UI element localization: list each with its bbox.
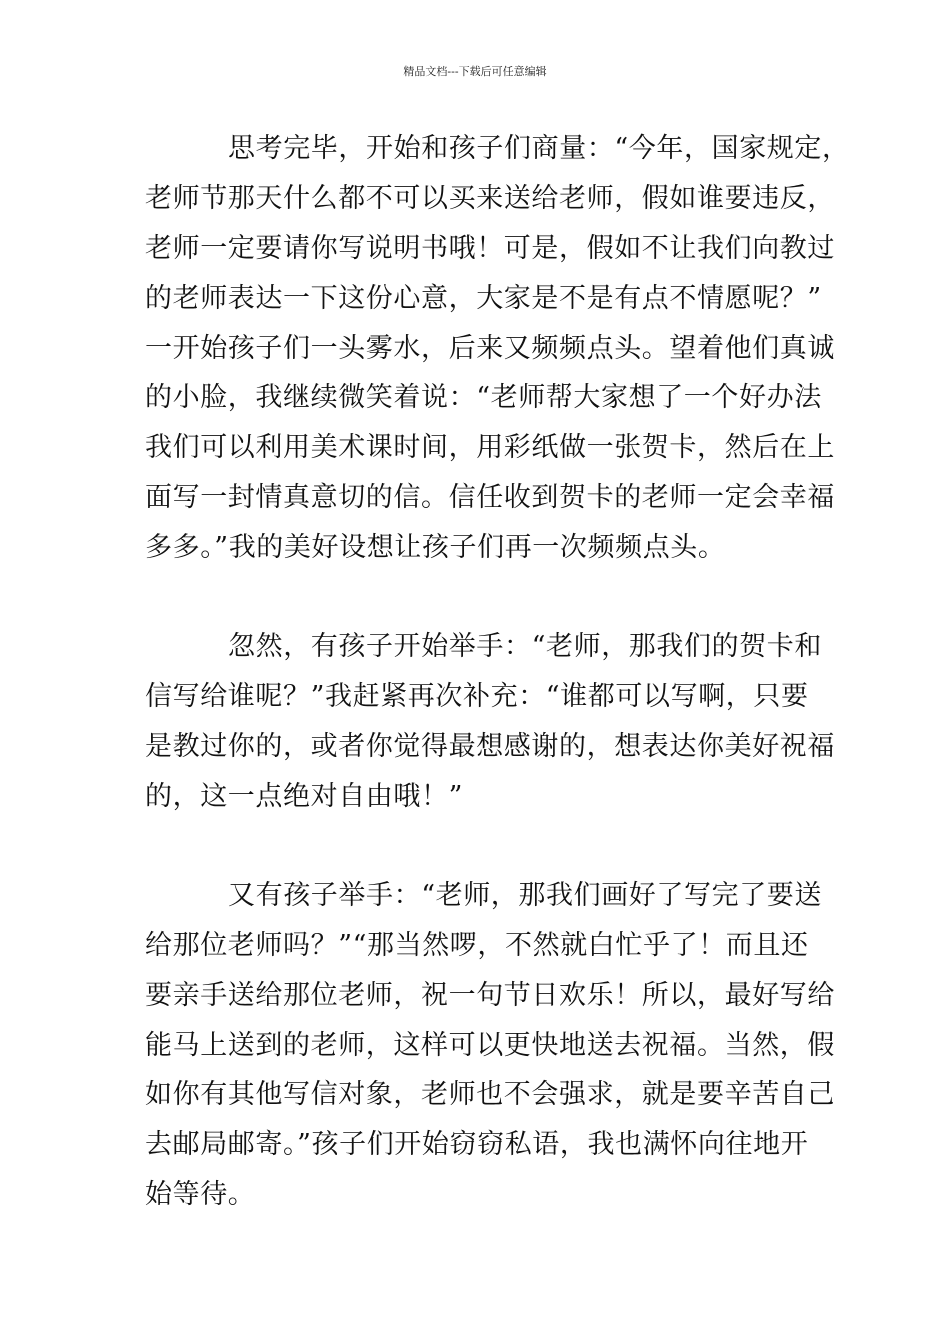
paragraph-3-line-7: 始等待。 (145, 1179, 256, 1210)
paragraph-1-line-5: 一开始孩子们一头雾水，后来又频频点头。望着他们真诚 (145, 333, 835, 364)
paragraph-2-line-4: 的，这一点绝对自由哦！” (145, 781, 464, 812)
paragraph-1-line-7: 我们可以利用美术课时间，用彩纸做一张贺卡，然后在上 (145, 432, 835, 463)
paragraph-3-line-4: 能马上送到的老师，这样可以更快地送去祝福。当然，假 (145, 1030, 835, 1061)
paragraph-1-line-4: 的老师表达一下这份心意，大家是不是有点不情愿呢？” (145, 283, 822, 314)
page-header: 精品文档---下载后可任意编辑 (403, 65, 547, 78)
paragraph-2-line-2: 信写给谁呢？”我赶紧再次补充：“谁都可以写啊，只要 (145, 681, 809, 712)
paragraph-3-line-1: 又有孩子举手：“老师，那我们画好了写完了要送 (228, 880, 823, 911)
paragraph-1-line-1: 思考完毕，开始和孩子们商量：“今年，国家规定， (228, 133, 850, 164)
paragraph-3-line-3: 要亲手送给那位老师，祝一句节日欢乐！所以，最好写给 (145, 980, 835, 1011)
paragraph-1-line-8: 面写一封情真意切的信。信任收到贺卡的老师一定会幸福 (145, 482, 835, 513)
paragraph-1-line-2: 老师节那天什么都不可以买来送给老师，假如谁要违反， (145, 183, 835, 214)
paragraph-1-line-6: 的小脸，我继续微笑着说：“老师帮大家想了一个好办法 (145, 382, 822, 413)
paragraph-3-line-5: 如你有其他写信对象，老师也不会强求，就是要辛苦自己 (145, 1079, 835, 1110)
paragraph-3-line-6: 去邮局邮寄。”孩子们开始窃窃私语，我也满怀向往地开 (145, 1129, 809, 1160)
paragraph-1-line-3: 老师一定要请你写说明书哦！可是，假如不让我们向教过 (145, 233, 835, 264)
paragraph-2-line-1: 忽然，有孩子开始举手：“老师，那我们的贺卡和 (228, 631, 823, 662)
paragraph-1-line-9: 多多。”我的美好设想让孩子们再一次频频点头。 (145, 532, 726, 563)
paragraph-3-line-2: 给那位老师吗？”“那当然啰，不然就白忙乎了！而且还 (145, 930, 809, 961)
paragraph-2-line-3: 是教过你的，或者你觉得最想感谢的，想表达你美好祝福 (145, 731, 835, 762)
